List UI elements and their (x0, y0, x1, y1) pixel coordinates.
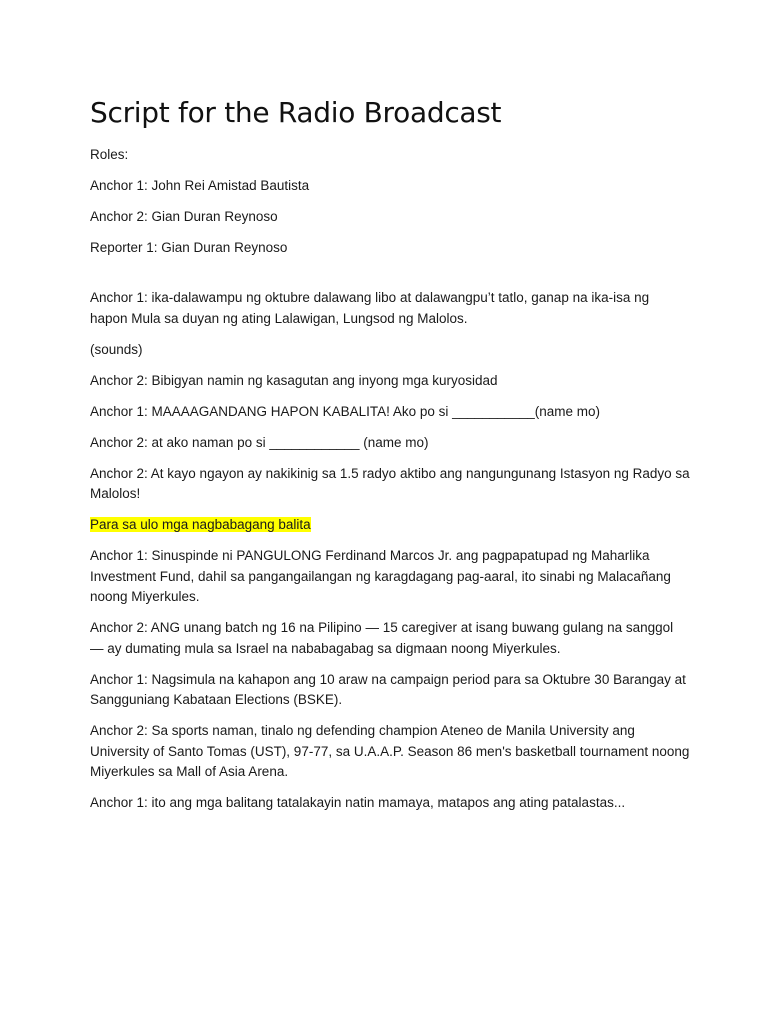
script-line: Anchor 1: ika-dalawampu ng oktubre dalawang libo at dalawangpu’t tatlo, ganap na ika-isa ng hapon Mula sa duyan ng ating Lalawigan, Lungsod ng Malolos. (90, 290, 650, 326)
news-line: Anchor 2: ANG unang batch ng 16 na Pilipino — 15 caregiver at isang buwang gulang na sanggol — ay dumating mula sa Israel na nababagabag sa digmaan noong Miyerkules. (90, 620, 674, 656)
script-line: Anchor 2: Bibigyan namin ng kasagutan ang inyong mga kuryosidad (90, 372, 498, 388)
roles-heading: Roles: (90, 147, 129, 162)
role-line: Reporter 1: Gian Duran Reynoso (90, 240, 288, 255)
highlighted-heading (90, 515, 690, 536)
news-line: Anchor 1: Sinuspinde ni PANGULONG Ferdinand Marcos Jr. ang pagpapatupad ng Maharlika Investment Fund, dahil sa pangangailangan ng karagdagang pag-aaral, ito sinabi ng Malacañang noong Miyerkules. (90, 548, 671, 604)
news-line: Anchor 2: Sa sports naman, tinalo ng defending champion Ateneo de Manila University ang University of Santo Tomas (UST), 97-77, sa U.A.A.P. Season 86 men's basketball tournament noong Miyerkules sa Mall of Asia Arena. (90, 723, 690, 779)
news-line: Anchor 1: ito ang mga balitang tatalakayin natin mamaya, matapos ang ating patalastas... (90, 795, 626, 810)
role-line: Anchor 1: John Rei Amistad Bautista (90, 178, 310, 193)
blank-line (90, 269, 690, 288)
highlighted-text: Para sa ulo mga nagbabagang balita (90, 517, 311, 532)
script-line: Anchor 2: At kayo ngayon ay nakikinig sa 1.5 radyo aktibo ang nangungunang Istasyon ng Radyo sa Malolos! (90, 465, 690, 501)
script-line: (sounds) (90, 341, 143, 357)
script-line: Anchor 1: MAAAAGANDANG HAPON KABALITA! Ako po si ___________(name mo) (90, 403, 600, 419)
role-line: Anchor 2: Gian Duran Reynoso (90, 209, 278, 224)
document-page (90, 94, 690, 824)
document-title: Script for the Radio Broadcast (90, 96, 502, 129)
script-line: Anchor 2: at ako naman po si ____________ (name mo) (90, 434, 429, 450)
news-line: Anchor 1: Nagsimula na kahapon ang 10 araw na campaign period para sa Oktubre 30 Barangay at Sangguniang Kabataan Elections (BSKE). (90, 671, 686, 707)
